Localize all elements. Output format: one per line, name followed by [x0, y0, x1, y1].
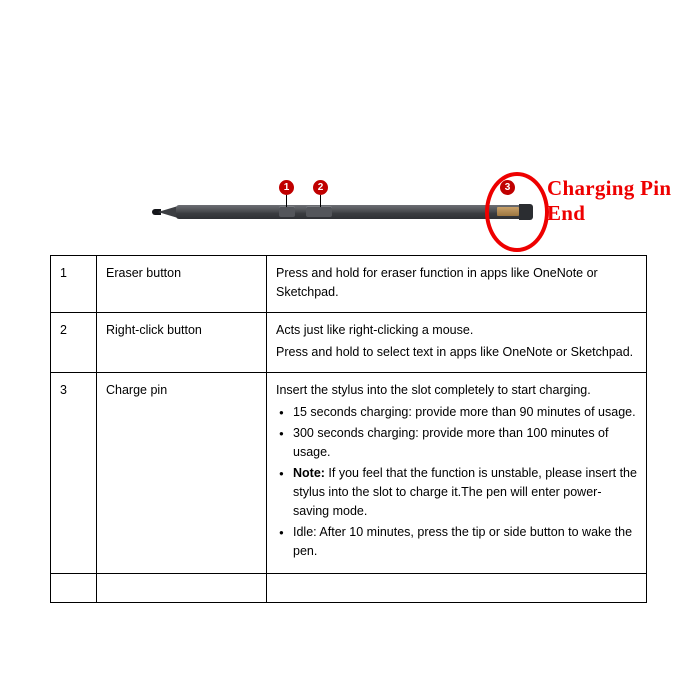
callout-badge-1: 1 [279, 180, 294, 195]
spacer-cell-description [267, 574, 647, 603]
row-number: 1 [51, 256, 97, 313]
bullet-text: 15 seconds charging: provide more than 90 minutes of usage. [293, 405, 636, 419]
callout-leader-1 [286, 195, 287, 207]
row-feature-name: Charge pin [97, 373, 267, 574]
stylus-right-click-button [306, 206, 332, 217]
description-line: Insert the stylus into the slot completely to start charging. [276, 383, 591, 397]
bullet-text: If you feel that the function is unstable, please insert the stylus into the slot to charge it.The pen will enter power-saving mode. [293, 466, 637, 518]
table-row [51, 373, 647, 574]
stylus-tip [158, 206, 178, 218]
stylus-body [176, 205, 532, 219]
description-line: Acts just like right-clicking a mouse. [276, 323, 474, 337]
callout-leader-2 [320, 195, 321, 207]
row-description [267, 313, 647, 373]
spacer-cell-number [51, 574, 97, 603]
list-item [293, 403, 637, 422]
callout-badge-3: 3 [500, 180, 515, 195]
row-feature-name: Eraser button [97, 256, 267, 313]
row-number: 2 [51, 313, 97, 373]
table-row-spacer [51, 574, 647, 603]
bullet-text: Idle: After 10 minutes, press the tip or side button to wake the pen. [293, 525, 633, 558]
charging-pin-highlight-ellipse [485, 172, 549, 252]
list-item [293, 464, 637, 521]
stylus-eraser-button [279, 206, 295, 217]
description-line: Press and hold for eraser function in apps like OneNote or Sketchpad. [276, 266, 598, 299]
row-number: 3 [51, 373, 97, 574]
row-feature-name: Right-click button [97, 313, 267, 373]
spacer-cell-name [97, 574, 267, 603]
row-description [267, 373, 647, 574]
bullet-note-label: Note: [293, 466, 325, 480]
description-bullet-list [276, 403, 637, 561]
list-item [293, 424, 637, 462]
charging-pin-end-label: Charging Pin End [547, 176, 672, 225]
list-item [293, 523, 637, 561]
bullet-text: 300 seconds charging: provide more than 100 minutes of usage. [293, 426, 609, 459]
row-description [267, 256, 647, 313]
callout-badge-2: 2 [313, 180, 328, 195]
description-line: Press and hold to select text in apps like OneNote or Sketchpad. [276, 345, 634, 359]
table-row [51, 313, 647, 373]
stylus-diagram [0, 140, 696, 255]
table-row [51, 256, 647, 313]
stylus-feature-table [50, 255, 647, 603]
